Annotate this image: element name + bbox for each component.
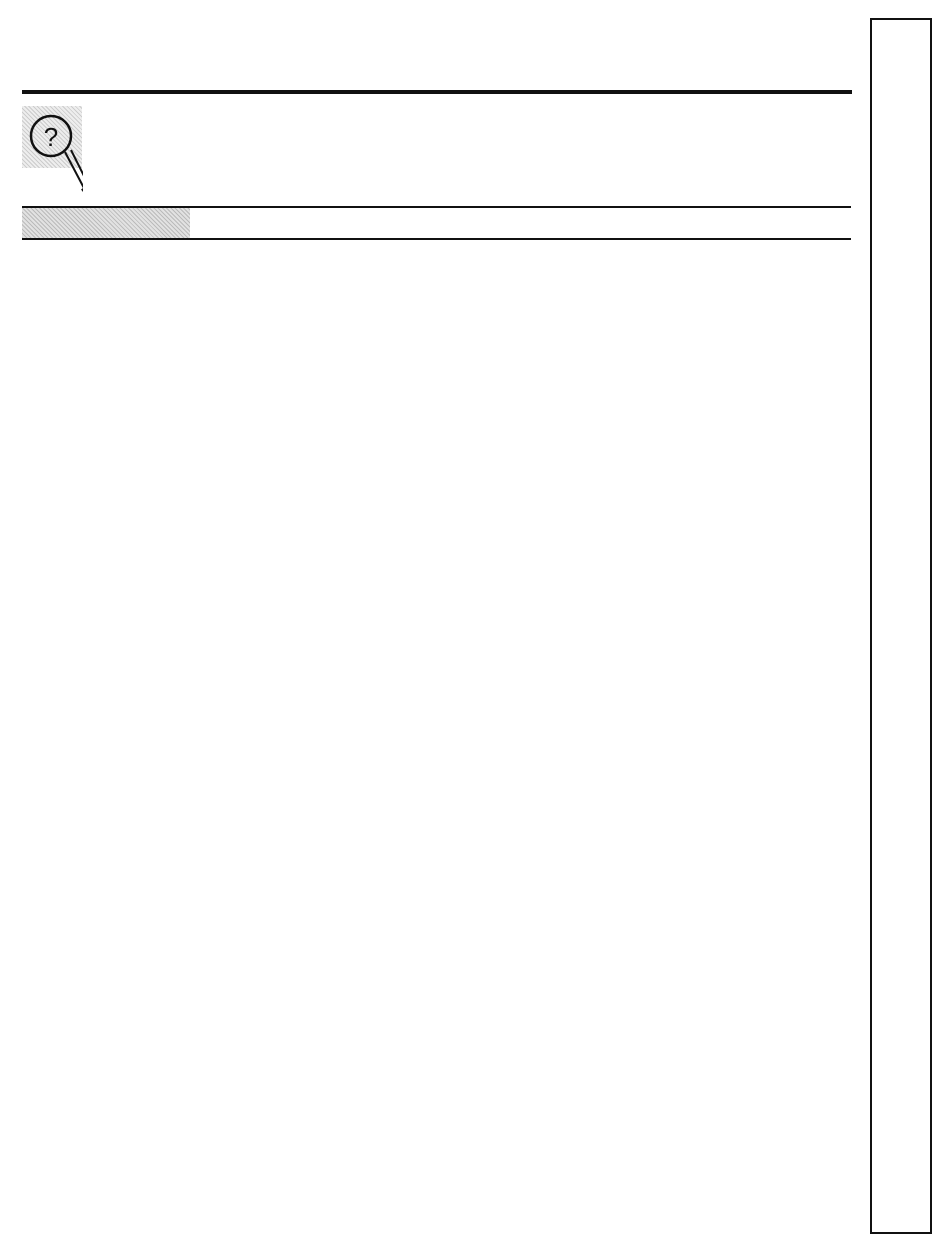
- svg-text:?: ?: [43, 122, 59, 152]
- table-header: [22, 206, 851, 240]
- troubleshooting-table: [22, 206, 851, 240]
- troubleshooting-tips: [22, 106, 552, 201]
- page-header: [22, 48, 852, 94]
- section-tabs: [870, 18, 932, 1234]
- question-magnifier-icon: [22, 106, 82, 168]
- header-problem: [22, 208, 190, 238]
